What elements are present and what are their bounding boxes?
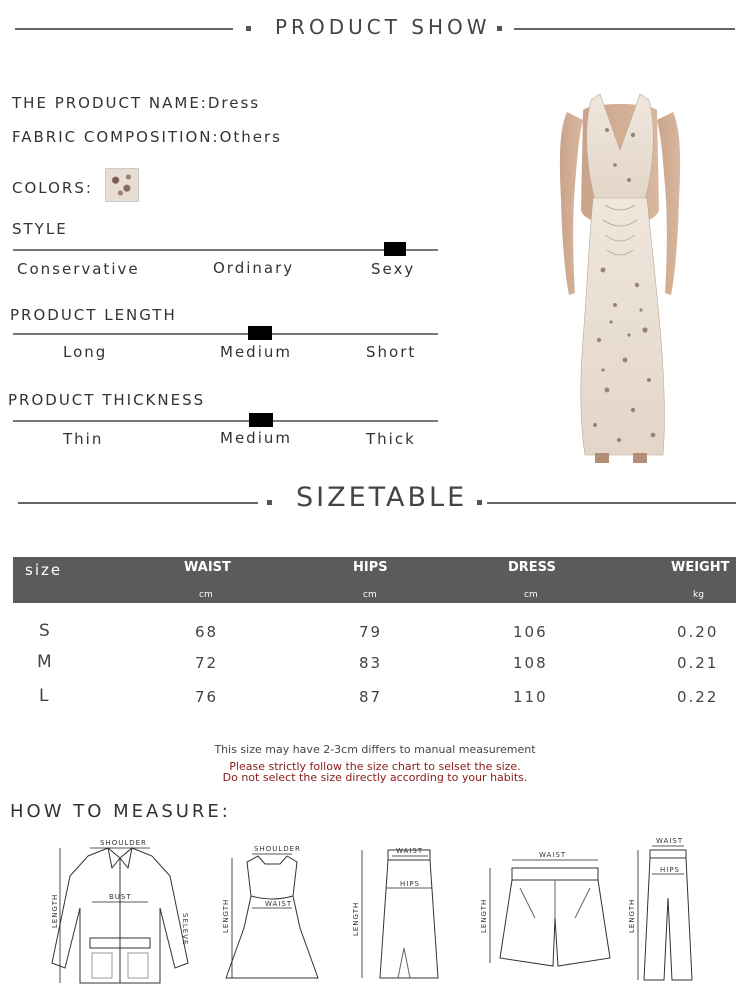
jacket-diagram [52, 848, 188, 983]
thickness-option-thick: Thick [366, 430, 416, 448]
header-line-left [15, 28, 233, 30]
column-dress: DRESS [508, 560, 556, 575]
cell-size: L [39, 686, 51, 706]
color-swatch[interactable] [105, 168, 139, 202]
note-measurement: This size may have 2-3cm differs to manual measurement [214, 743, 536, 756]
length-option-long: Long [63, 343, 108, 361]
thickness-option-thin: Thin [63, 430, 104, 448]
cell-dress: 108 [513, 654, 548, 672]
sizetable-line-left [18, 502, 258, 504]
product-name: THE PRODUCT NAME:Dress [12, 94, 261, 112]
product-photo [545, 90, 695, 470]
pants-waist-label: WAIST [656, 837, 684, 845]
pants-hips-label: HIPS [660, 866, 680, 874]
style-option-sexy: Sexy [371, 260, 416, 278]
shorts-waist-label: WAIST [539, 851, 567, 859]
length-option-medium: Medium [220, 343, 292, 361]
cell-dress: 110 [513, 688, 548, 706]
colors-label: COLORS: [12, 179, 93, 197]
size-table-header [13, 557, 736, 603]
style-option-ordinary: Ordinary [213, 259, 295, 277]
cell-hips: 83 [359, 654, 383, 672]
jacket-bust-label: BUST [109, 893, 132, 901]
fabric-composition: FABRIC COMPOSITION:Others [12, 128, 282, 146]
jacket-shoulder-label: SHOULDER [100, 839, 147, 847]
note-follow-chart: Please strictly follow the size chart to selset the size. [229, 760, 521, 773]
cell-dress: 106 [513, 623, 548, 641]
sizetable-line-right [487, 502, 736, 504]
column-hips-unit: cm [363, 590, 377, 600]
length-scale-line [13, 333, 438, 335]
cell-hips: 87 [359, 688, 383, 706]
cell-weight: 0.22 [677, 688, 719, 706]
header-line-right [514, 28, 735, 30]
cell-waist: 68 [195, 623, 219, 641]
thickness-marker [249, 413, 273, 427]
thickness-option-medium: Medium [220, 429, 292, 447]
cell-waist: 76 [195, 688, 219, 706]
sizetable-dot-right [477, 500, 482, 505]
column-size: size [25, 561, 63, 579]
column-hips: HIPS [353, 560, 388, 575]
jacket-sleeve-label: SELEVE [181, 913, 189, 946]
sizetable-title: SIZETABLE [296, 482, 468, 513]
dress-diagram [226, 856, 318, 978]
jacket-length-label: LENGTH [51, 893, 59, 928]
cell-weight: 0.20 [677, 623, 719, 641]
cell-weight: 0.21 [677, 654, 719, 672]
skirt-hips-label: HIPS [400, 880, 420, 888]
thickness-scale-line [13, 420, 438, 422]
measure-diagrams [0, 828, 750, 1000]
cell-hips: 79 [359, 623, 383, 641]
skirt-waist-label: WAIST [396, 847, 424, 855]
cell-waist: 72 [195, 654, 219, 672]
style-label: STYLE [12, 220, 68, 238]
thickness-label: PRODUCT THICKNESS [8, 391, 206, 409]
note-habits: Do not select the size directly according to your habits. [222, 771, 528, 784]
header-dot-left [246, 26, 251, 31]
column-dress-unit: cm [524, 590, 538, 600]
skirt-diagram [380, 850, 438, 978]
column-weight: WEIGHT [671, 560, 730, 575]
pants-length-label: LENGTH [628, 898, 636, 933]
style-scale-line [13, 249, 438, 251]
length-marker [248, 326, 272, 340]
dress-length-label: LENGTH [222, 898, 230, 933]
cell-size: M [37, 652, 54, 672]
dress-waist-label: WAIST [265, 900, 293, 908]
cell-size: S [39, 621, 52, 641]
style-marker [384, 242, 406, 256]
length-label: PRODUCT LENGTH [10, 306, 177, 324]
style-option-conservative: Conservative [17, 260, 140, 278]
sizetable-dot-left [267, 500, 272, 505]
column-waist-unit: cm [199, 590, 213, 600]
shorts-length-label: LENGTH [480, 898, 488, 933]
how-to-measure-title: HOW TO MEASURE: [10, 801, 231, 822]
column-waist: WAIST [184, 560, 231, 575]
length-option-short: Short [366, 343, 417, 361]
column-weight-unit: kg [693, 590, 704, 600]
dress-shoulder-label: SHOULDER [254, 845, 301, 853]
product-show-title: PRODUCT SHOW [275, 15, 491, 39]
shorts-diagram [500, 868, 610, 966]
header-dot-right [497, 26, 502, 31]
skirt-length-label: LENGTH [352, 901, 360, 936]
